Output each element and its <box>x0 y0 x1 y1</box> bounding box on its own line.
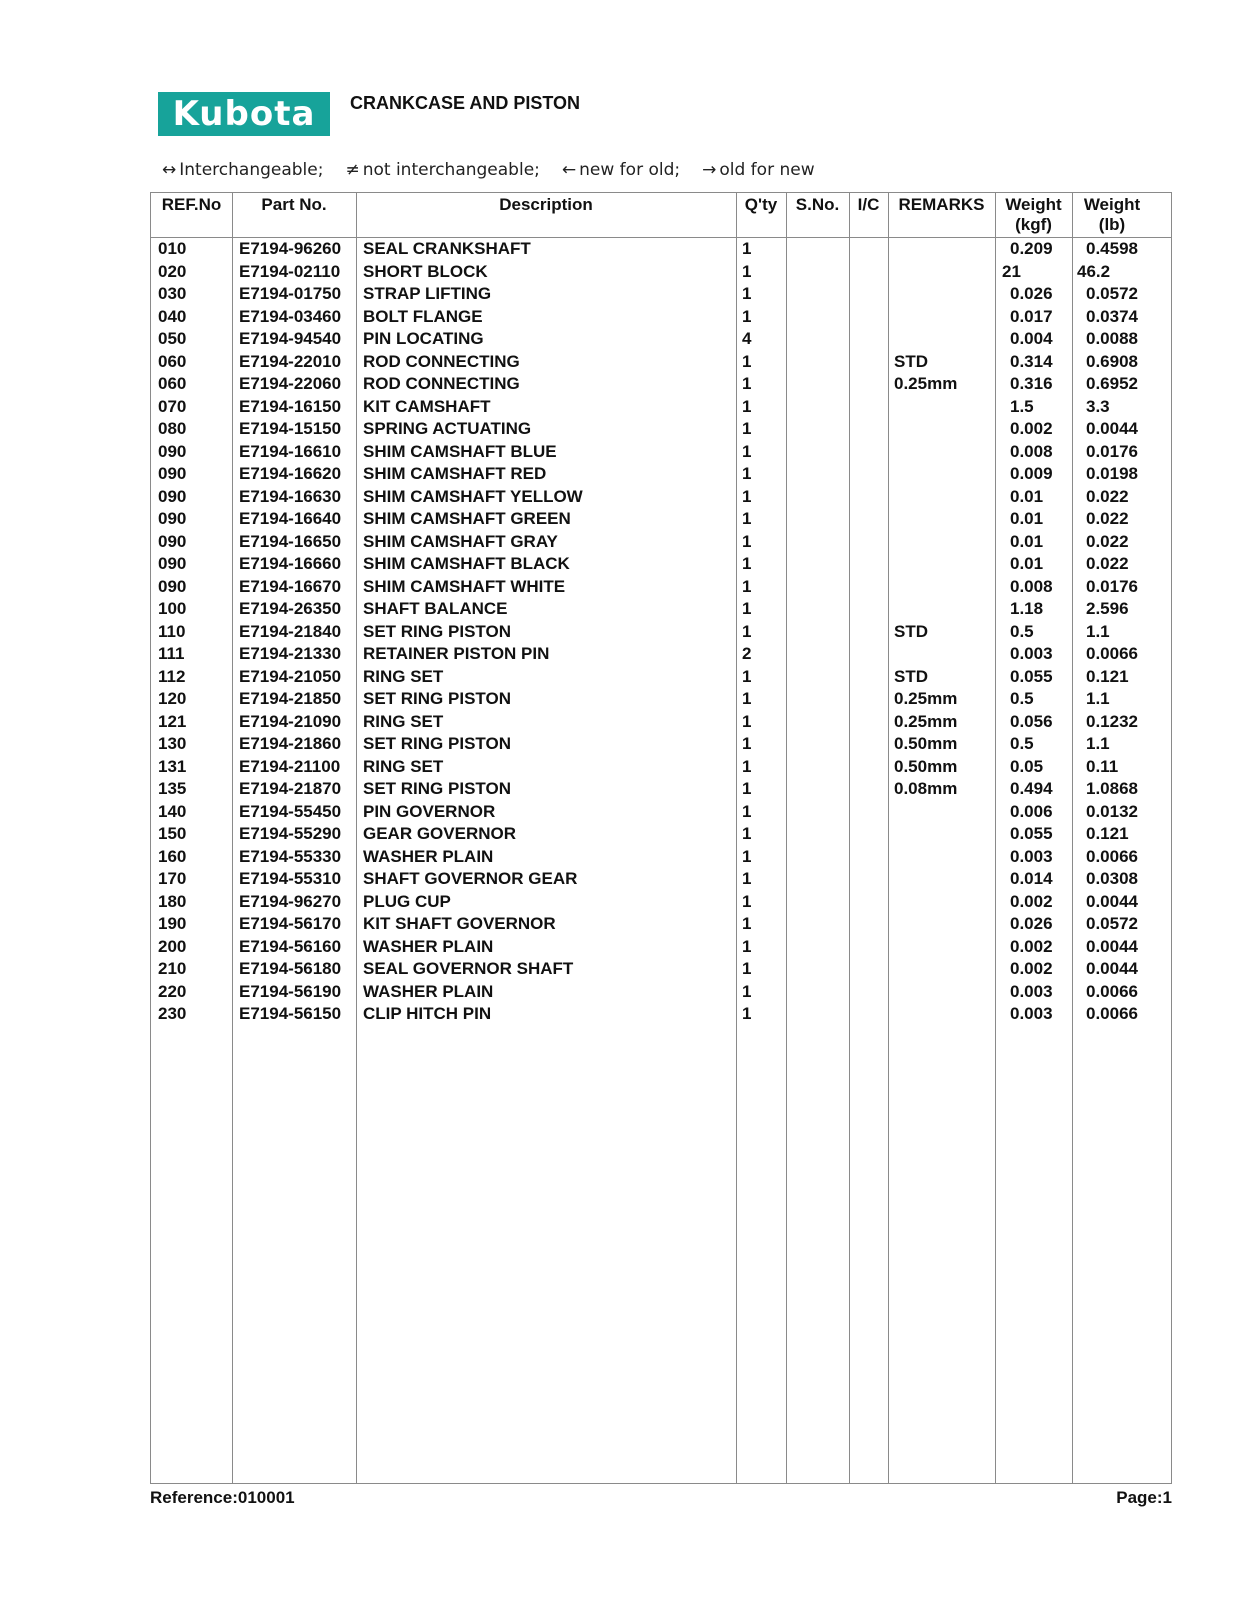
cell-ref: 090 <box>158 576 187 596</box>
cell-qty: 1 <box>742 464 752 483</box>
cell-qty: 1 <box>742 711 752 731</box>
header-weight-kgf-line2: (kgf) <box>1015 215 1052 234</box>
cell-part: E7194-21860 <box>239 734 342 753</box>
cell-desc: STRAP LIFTING <box>363 284 492 303</box>
cell-ref: 090 <box>158 509 187 528</box>
cell-wlb: 0.6952 <box>1086 374 1138 393</box>
table-row <box>151 846 1171 869</box>
cell-wkgf: 0.01 <box>1010 531 1044 551</box>
cell-remarks: 0.25mm <box>894 711 958 731</box>
cell-qty: 4 <box>742 329 752 348</box>
table-row <box>151 441 1171 464</box>
table-row <box>151 576 1171 599</box>
cell-ref: 190 <box>158 914 187 933</box>
cell-qty: 1 <box>742 869 752 888</box>
cell-remarks: STD <box>894 351 928 371</box>
cell-part: E7194-03460 <box>239 306 342 326</box>
cell-part: E7194-55290 <box>239 824 342 843</box>
cell-desc: PLUG CUP <box>363 891 451 911</box>
table-row <box>151 621 1171 644</box>
right-arrow-icon: → <box>702 160 717 180</box>
cell-wlb: 0.0066 <box>1086 981 1138 1001</box>
cell-wlb: 0.0374 <box>1086 306 1138 326</box>
table-row <box>151 306 1171 329</box>
cell-wlb: 0.0066 <box>1086 644 1138 663</box>
table-row <box>151 823 1171 846</box>
cell-wlb: 0.4598 <box>1086 239 1138 258</box>
cell-wkgf: 0.002 <box>1010 936 1053 956</box>
cell-ref: 060 <box>158 351 187 371</box>
cell-ref: 010 <box>158 239 187 258</box>
table-row <box>151 238 1171 261</box>
cell-wlb: 0.0044 <box>1086 936 1138 956</box>
header-weight-kgf <box>995 193 1072 237</box>
cell-qty: 1 <box>742 756 752 776</box>
cell-ref: 120 <box>158 689 187 708</box>
cell-wkgf: 0.316 <box>1010 374 1053 393</box>
cell-desc: SET RING PISTON <box>363 779 511 798</box>
table-row <box>151 688 1171 711</box>
header-description: Description <box>499 195 593 214</box>
table-row <box>151 531 1171 554</box>
cell-part: E7194-16670 <box>239 576 342 596</box>
cell-qty: 1 <box>742 351 752 371</box>
cell-ref: 121 <box>158 711 187 731</box>
cell-qty: 1 <box>742 284 752 303</box>
cell-wkgf: 0.003 <box>1010 644 1053 663</box>
cell-qty: 1 <box>742 1004 752 1023</box>
table-row <box>151 891 1171 914</box>
table-row <box>151 666 1171 689</box>
cell-wkgf: 0.055 <box>1010 666 1053 686</box>
header-weight-kgf-line1: Weight <box>1005 195 1062 214</box>
cell-ref: 210 <box>158 959 187 978</box>
cell-qty: 1 <box>742 509 752 528</box>
cell-remarks: STD <box>894 666 928 686</box>
cell-ref: 100 <box>158 599 187 618</box>
not-equal-icon: ≠ <box>345 160 360 180</box>
cell-remarks: 0.08mm <box>894 779 958 798</box>
cell-desc: SHORT BLOCK <box>363 261 488 281</box>
cell-wlb: 0.121 <box>1086 824 1129 843</box>
cell-desc: SHIM CAMSHAFT BLUE <box>363 441 557 461</box>
cell-qty: 1 <box>742 914 752 933</box>
double-arrow-icon: ↔ <box>162 160 177 180</box>
cell-wkgf: 0.056 <box>1010 711 1053 731</box>
cell-desc: PIN LOCATING <box>363 329 484 348</box>
cell-qty: 1 <box>742 666 752 686</box>
header-serial-no: S.No. <box>795 195 840 214</box>
page-title: CRANKCASE AND PISTON <box>350 93 581 113</box>
cell-desc: SET RING PISTON <box>363 621 511 641</box>
cell-part: E7194-21870 <box>239 779 342 798</box>
cell-desc: SHIM CAMSHAFT BLACK <box>363 554 570 573</box>
cell-desc: SEAL CRANKSHAFT <box>363 239 531 258</box>
cell-ref: 040 <box>158 306 187 326</box>
cell-ref: 131 <box>158 756 187 776</box>
cell-qty: 1 <box>742 531 752 551</box>
cell-ref: 090 <box>158 554 187 573</box>
header-weight-lb <box>1072 193 1152 237</box>
cell-qty: 1 <box>742 441 752 461</box>
cell-ref: 180 <box>158 891 187 911</box>
cell-wkgf: 0.002 <box>1010 959 1053 978</box>
legend-text: new for old; <box>579 160 681 180</box>
cell-wlb: 46.2 <box>1077 261 1111 281</box>
cell-remarks: 0.25mm <box>894 689 958 708</box>
cell-qty: 1 <box>742 734 752 753</box>
cell-part: E7194-16150 <box>239 396 342 416</box>
cell-wlb: 2.596 <box>1086 599 1129 618</box>
table-row <box>151 328 1171 351</box>
cell-ref: 160 <box>158 846 187 866</box>
table-row <box>151 418 1171 441</box>
cell-wlb: 0.121 <box>1086 666 1129 686</box>
cell-desc: ROD CONNECTING <box>363 374 520 393</box>
table-row <box>151 486 1171 509</box>
header-remarks: REMARKS <box>898 195 985 214</box>
cell-qty: 1 <box>742 824 752 843</box>
cell-desc: RING SET <box>363 756 444 776</box>
cell-part: E7194-21840 <box>239 621 342 641</box>
cell-wkgf: 0.055 <box>1010 824 1053 843</box>
table-row <box>151 913 1171 936</box>
cell-wkgf: 0.002 <box>1010 891 1053 911</box>
cell-part: E7194-16620 <box>239 464 342 483</box>
legend-text: Interchangeable; <box>179 160 324 180</box>
cell-wlb: 1.0868 <box>1086 779 1138 798</box>
cell-ref: 090 <box>158 531 187 551</box>
cell-part: E7194-16640 <box>239 509 342 528</box>
cell-qty: 1 <box>742 599 752 618</box>
cell-ref: 230 <box>158 1004 187 1023</box>
cell-qty: 1 <box>742 779 752 798</box>
cell-wlb: 1.1 <box>1086 621 1110 641</box>
cell-wlb: 0.0044 <box>1086 959 1138 978</box>
cell-ref: 111 <box>158 644 185 663</box>
cell-desc: CLIP HITCH PIN <box>363 1004 492 1023</box>
cell-desc: GEAR GOVERNOR <box>363 824 517 843</box>
cell-desc: ROD CONNECTING <box>363 351 520 371</box>
cell-qty: 1 <box>742 959 752 978</box>
cell-wlb: 0.6908 <box>1086 351 1138 371</box>
cell-desc: SHIM CAMSHAFT GREEN <box>363 509 571 528</box>
cell-part: E7194-56170 <box>239 914 342 933</box>
cell-wlb: 0.0572 <box>1086 284 1138 303</box>
left-arrow-icon: ← <box>561 160 577 180</box>
cell-wkgf: 0.01 <box>1010 554 1044 573</box>
cell-wlb: 0.0198 <box>1086 464 1138 483</box>
cell-part: E7194-22060 <box>239 374 342 393</box>
header-qty: Q'ty <box>744 195 778 214</box>
cell-part: E7194-21050 <box>239 666 342 686</box>
legend-text: not interchangeable; <box>362 160 540 180</box>
cell-ref: 020 <box>158 261 187 281</box>
cell-part: E7194-55450 <box>239 801 342 821</box>
cell-wlb: 0.0132 <box>1086 801 1138 821</box>
cell-part: E7194-55310 <box>239 869 342 888</box>
cell-part: E7194-21090 <box>239 711 342 731</box>
cell-wlb: 0.0044 <box>1086 419 1138 438</box>
cell-ref: 050 <box>158 329 187 348</box>
cell-wkgf: 0.004 <box>1010 329 1053 348</box>
cell-wkgf: 0.026 <box>1010 284 1053 303</box>
cell-part: E7194-16650 <box>239 531 342 551</box>
cell-desc: BOLT FLANGE <box>363 306 483 326</box>
parts-table <box>150 192 1172 1484</box>
cell-part: E7194-56190 <box>239 981 342 1001</box>
cell-qty: 1 <box>742 306 752 326</box>
cell-desc: RING SET <box>363 666 444 686</box>
cell-part: E7194-16630 <box>239 486 342 506</box>
cell-wlb: 0.0066 <box>1086 1004 1138 1023</box>
logo-wordmark: Kubota <box>172 94 316 134</box>
page-number: Page:1 <box>1116 1488 1172 1507</box>
cell-part: E7194-96260 <box>239 239 342 258</box>
cell-wkgf: 0.01 <box>1010 509 1044 528</box>
header-ic: I/C <box>857 195 880 214</box>
table-row <box>151 396 1171 419</box>
cell-wkgf: 0.014 <box>1010 869 1053 888</box>
legend-item-not-interchangeable <box>345 160 539 180</box>
cell-wkgf: 0.209 <box>1010 239 1053 258</box>
cell-wlb: 1.1 <box>1086 689 1110 708</box>
cell-ref: 150 <box>158 824 187 843</box>
cell-wlb: 0.022 <box>1086 554 1129 573</box>
cell-part: E7194-96270 <box>239 891 342 911</box>
cell-part: E7194-56180 <box>239 959 342 978</box>
cell-part: E7194-21850 <box>239 689 342 708</box>
cell-wkgf: 0.01 <box>1010 486 1044 506</box>
table-row <box>151 508 1171 531</box>
cell-wkgf: 0.026 <box>1010 914 1053 933</box>
cell-wkgf: 0.009 <box>1010 464 1053 483</box>
cell-ref: 030 <box>158 284 187 303</box>
cell-wlb: 0.022 <box>1086 531 1129 551</box>
header-weight-lb-line1: Weight <box>1083 195 1141 214</box>
table-row <box>151 553 1171 576</box>
interchange-legend <box>162 160 815 180</box>
cell-desc: SHAFT GOVERNOR GEAR <box>363 869 578 888</box>
cell-wlb: 0.11 <box>1086 756 1119 776</box>
cell-wkgf: 0.05 <box>1010 756 1044 776</box>
table-row <box>151 936 1171 959</box>
cell-desc: SHIM CAMSHAFT GRAY <box>363 531 558 551</box>
cell-qty: 1 <box>742 689 752 708</box>
cell-wkgf: 0.008 <box>1010 576 1053 596</box>
cell-qty: 1 <box>742 239 752 258</box>
cell-wlb: 0.0176 <box>1086 441 1138 461</box>
reference-label: Reference:010001 <box>150 1488 295 1507</box>
cell-wlb: 1.1 <box>1086 734 1110 753</box>
cell-ref: 060 <box>158 374 187 393</box>
cell-desc: SEAL GOVERNOR SHAFT <box>363 959 574 978</box>
cell-ref: 090 <box>158 486 187 506</box>
header-ref-no: REF.No <box>161 195 222 214</box>
cell-ref: 220 <box>158 981 187 1001</box>
cell-qty: 1 <box>742 936 752 956</box>
legend-item-interchangeable <box>162 160 323 180</box>
cell-ref: 080 <box>158 419 187 438</box>
cell-wkgf: 0.5 <box>1010 689 1034 708</box>
table-row <box>151 756 1171 779</box>
table-row <box>151 711 1171 734</box>
cell-desc: SHIM CAMSHAFT YELLOW <box>363 486 583 506</box>
legend-item-new-for-old <box>562 160 680 180</box>
cell-part: E7194-01750 <box>239 284 342 303</box>
cell-wlb: 0.0044 <box>1086 891 1138 911</box>
cell-wlb: 0.0088 <box>1086 329 1138 348</box>
cell-wkgf: 1.5 <box>1010 396 1034 416</box>
table-row <box>151 958 1171 981</box>
kubota-logo <box>158 92 330 136</box>
cell-wkgf: 0.003 <box>1010 1004 1053 1023</box>
cell-wkgf: 0.002 <box>1010 419 1053 438</box>
cell-desc: WASHER PLAIN <box>363 846 494 866</box>
cell-remarks: 0.50mm <box>894 734 958 753</box>
cell-wlb: 3.3 <box>1086 396 1110 416</box>
cell-wlb: 0.0308 <box>1086 869 1138 888</box>
cell-desc: KIT SHAFT GOVERNOR <box>363 914 556 933</box>
cell-wkgf: 0.494 <box>1010 779 1053 798</box>
table-row <box>151 981 1171 1004</box>
legend-item-old-for-new <box>702 160 815 180</box>
cell-part: E7194-21330 <box>239 644 342 663</box>
cell-wkgf: 0.003 <box>1010 846 1053 866</box>
cell-remarks: 0.50mm <box>894 756 958 776</box>
cell-ref: 070 <box>158 396 187 416</box>
cell-part: E7194-26350 <box>239 599 342 618</box>
cell-wkgf: 0.314 <box>1010 351 1053 371</box>
table-row <box>151 373 1171 396</box>
cell-desc: KIT CAMSHAFT <box>363 396 491 416</box>
cell-qty: 1 <box>742 554 752 573</box>
cell-wlb: 0.022 <box>1086 509 1129 528</box>
cell-part: E7194-22010 <box>239 351 342 371</box>
cell-part: E7194-56150 <box>239 1004 342 1023</box>
table-row <box>151 733 1171 756</box>
header-weight-lb-line2: (lb) <box>1098 215 1126 234</box>
cell-qty: 1 <box>742 801 752 821</box>
header-part-no: Part No. <box>261 195 327 214</box>
cell-part: E7194-21100 <box>239 756 341 776</box>
cell-desc: WASHER PLAIN <box>363 981 494 1001</box>
cell-wkgf: 0.006 <box>1010 801 1053 821</box>
cell-wkgf: 0.017 <box>1010 306 1053 326</box>
cell-desc: RETAINER PISTON PIN <box>363 644 550 663</box>
cell-part: E7194-55330 <box>239 846 342 866</box>
cell-ref: 140 <box>158 801 187 821</box>
cell-part: E7194-15150 <box>239 419 342 438</box>
cell-qty: 1 <box>742 374 752 393</box>
table-row <box>151 463 1171 486</box>
cell-ref: 112 <box>158 666 186 686</box>
cell-desc: SHAFT BALANCE <box>363 599 508 618</box>
cell-qty: 1 <box>742 419 752 438</box>
table-row <box>151 1003 1171 1026</box>
cell-wkgf: 0.5 <box>1010 621 1034 641</box>
cell-qty: 1 <box>742 486 752 506</box>
table-row <box>151 778 1171 801</box>
cell-wlb: 0.022 <box>1086 486 1129 506</box>
table-row <box>151 643 1171 666</box>
cell-ref: 090 <box>158 441 187 461</box>
table-row <box>151 283 1171 306</box>
cell-qty: 1 <box>742 891 752 911</box>
cell-part: E7194-16660 <box>239 554 342 573</box>
cell-qty: 1 <box>742 621 752 641</box>
cell-desc: PIN GOVERNOR <box>363 801 496 821</box>
cell-ref: 170 <box>158 869 187 888</box>
cell-ref: 130 <box>158 734 187 753</box>
cell-remarks: STD <box>894 621 928 641</box>
cell-wkgf: 0.008 <box>1010 441 1053 461</box>
cell-ref: 090 <box>158 464 187 483</box>
cell-desc: WASHER PLAIN <box>363 936 494 956</box>
table-row <box>151 351 1171 374</box>
cell-desc: SPRING ACTUATING <box>363 419 532 438</box>
cell-ref: 135 <box>158 779 187 798</box>
cell-desc: SHIM CAMSHAFT WHITE <box>363 576 566 596</box>
cell-wkgf: 21 <box>1002 261 1021 281</box>
cell-qty: 1 <box>742 981 752 1001</box>
cell-part: E7194-02110 <box>239 261 341 281</box>
cell-wkgf: 1.18 <box>1010 599 1044 618</box>
cell-desc: SET RING PISTON <box>363 734 511 753</box>
cell-part: E7194-16610 <box>239 441 342 461</box>
cell-desc: SET RING PISTON <box>363 689 511 708</box>
cell-wkgf: 0.5 <box>1010 734 1034 753</box>
cell-remarks: 0.25mm <box>894 374 958 393</box>
cell-part: E7194-56160 <box>239 936 342 956</box>
cell-ref: 200 <box>158 936 187 956</box>
table-row <box>151 598 1171 621</box>
cell-wlb: 0.0176 <box>1086 576 1138 596</box>
cell-qty: 2 <box>742 644 752 663</box>
cell-wlb: 0.0572 <box>1086 914 1138 933</box>
cell-desc: RING SET <box>363 711 444 731</box>
cell-qty: 1 <box>742 846 752 866</box>
cell-qty: 1 <box>742 261 752 281</box>
table-row <box>151 868 1171 891</box>
cell-qty: 1 <box>742 576 752 596</box>
cell-wkgf: 0.003 <box>1010 981 1053 1001</box>
cell-wlb: 0.0066 <box>1086 846 1138 866</box>
cell-part: E7194-94540 <box>239 329 342 348</box>
legend-text: old for new <box>719 160 815 180</box>
cell-wlb: 0.1232 <box>1086 711 1138 731</box>
table-row <box>151 801 1171 824</box>
cell-qty: 1 <box>742 396 752 416</box>
table-row <box>151 261 1171 284</box>
cell-desc: SHIM CAMSHAFT RED <box>363 464 547 483</box>
cell-ref: 110 <box>158 621 186 641</box>
